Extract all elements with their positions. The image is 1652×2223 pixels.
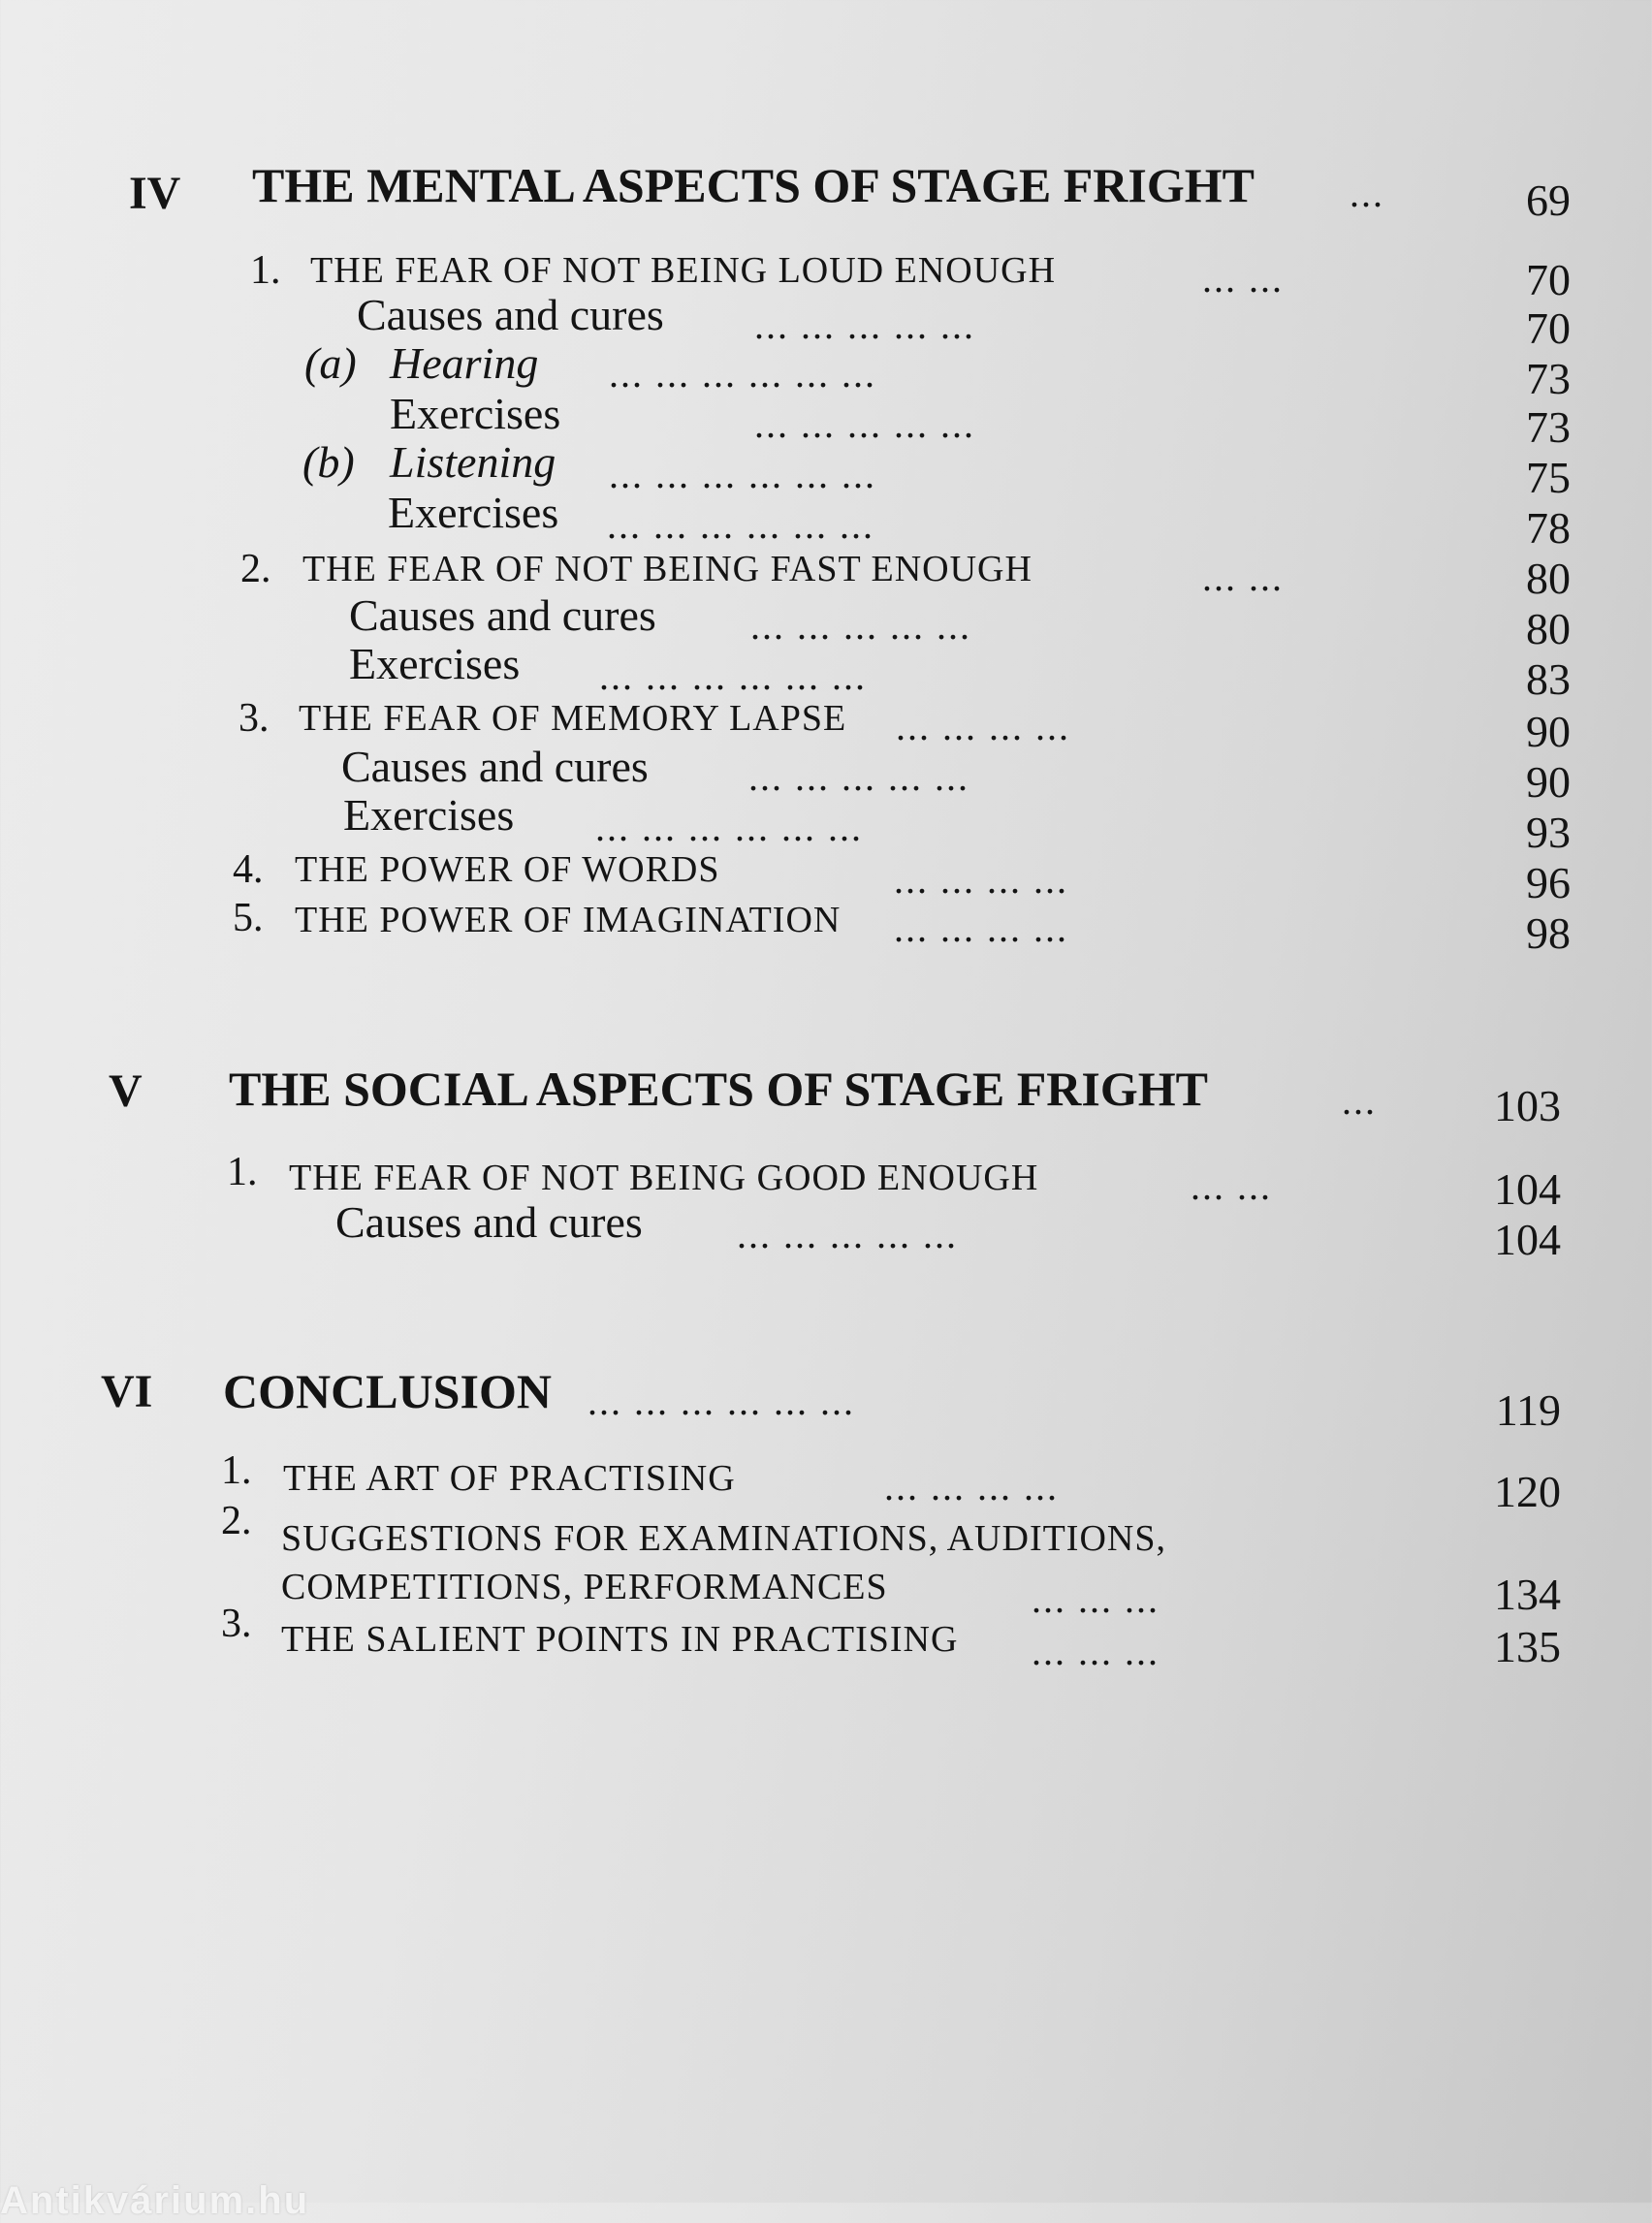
page-number: 98 [1526, 908, 1571, 958]
page-number: 135 [1494, 1622, 1561, 1671]
entry-title: THE ART OF PRACTISING [283, 1458, 736, 1499]
chapter-numeral: IV [129, 168, 181, 219]
entry-title: THE FEAR OF NOT BEING FAST ENOUGH [302, 549, 1032, 589]
leader-dots: ... ... ... ... ... [750, 604, 971, 648]
leader-dots: ... ... ... ... ... ... [595, 806, 863, 849]
leader-dots: ... ... ... ... ... ... [609, 352, 876, 396]
entry-number: 5. [233, 896, 264, 940]
entry-letter: (a) [304, 338, 357, 388]
leader-dots: ... ... ... ... ... ... [609, 453, 876, 496]
page-number: 80 [1526, 604, 1571, 653]
entry-title: Causes and cures [357, 290, 664, 339]
leader-dots: ... [1342, 1079, 1377, 1123]
leader-dots: ... ... ... ... ... [737, 1213, 958, 1256]
page-number: 90 [1526, 757, 1571, 807]
page-number: 70 [1526, 255, 1571, 304]
page-number: 119 [1495, 1385, 1561, 1435]
chapter-title: CONCLUSION [223, 1364, 552, 1418]
watermark: Antikvárium.hu [0, 2179, 310, 2222]
entry-title: THE SALIENT POINTS IN PRACTISING [281, 1619, 959, 1660]
page-number: 73 [1526, 354, 1571, 403]
page-number: 103 [1494, 1081, 1561, 1130]
entry-number: 1. [221, 1448, 252, 1493]
chapter-numeral: VI [101, 1366, 153, 1417]
entry-title: Exercises [390, 389, 561, 438]
leader-dots: ... ... ... ... [896, 705, 1070, 748]
entry-title: THE POWER OF WORDS [295, 849, 720, 890]
entry-title: Exercises [388, 488, 559, 537]
page-number: 73 [1526, 402, 1571, 452]
entry-title: COMPETITIONS, PERFORMANCES [281, 1567, 888, 1607]
entry-label [302, 437, 355, 487]
leader-dots: ... ... ... ... ... [754, 303, 975, 347]
entry-title: Listening [390, 437, 556, 487]
entry-title: THE FEAR OF NOT BEING GOOD ENOUGH [289, 1158, 1039, 1198]
chapter-title: THE MENTAL ASPECTS OF STAGE FRIGHT [252, 158, 1255, 212]
leader-dots: ... ... ... ... ... [748, 755, 969, 799]
entry-label [304, 338, 357, 388]
entry-number: 1. [250, 248, 281, 293]
entry-number: 4. [233, 847, 264, 892]
leader-dots: ... ... [1202, 556, 1284, 599]
leader-dots: ... ... ... ... ... ... [588, 1380, 855, 1423]
leader-dots: ... ... ... ... [894, 906, 1068, 950]
page-number: 69 [1526, 175, 1571, 225]
entry-number: 3. [221, 1602, 252, 1646]
entry-letter: (b) [302, 437, 355, 487]
entry-number: 2. [240, 547, 271, 591]
leader-dots: ... ... ... [1032, 1630, 1160, 1673]
entry-title: Causes and cures [349, 590, 656, 640]
leader-dots: ... [1350, 172, 1384, 215]
page-number: 83 [1526, 654, 1571, 704]
leader-dots: ... ... ... ... ... ... [599, 654, 867, 698]
leader-dots: ... ... ... ... ... ... [607, 503, 874, 547]
page-number: 78 [1526, 503, 1571, 553]
entry-number: 1. [227, 1150, 258, 1194]
page-number: 104 [1494, 1164, 1561, 1214]
leader-dots: ... ... [1191, 1164, 1272, 1208]
entry-title: Hearing [390, 338, 539, 388]
entry-title: SUGGESTIONS FOR EXAMINATIONS, AUDITIONS, [281, 1518, 1166, 1559]
entry-title: Causes and cures [341, 742, 649, 791]
leader-dots: ... ... ... ... ... [754, 402, 975, 446]
leader-dots: ... ... ... ... [884, 1465, 1059, 1508]
entry-title: THE POWER OF IMAGINATION [295, 900, 842, 940]
page-number: 75 [1526, 453, 1571, 502]
leader-dots: ... ... [1202, 257, 1284, 301]
page-number: 104 [1494, 1215, 1561, 1264]
entry-title: Causes and cures [335, 1197, 643, 1247]
leader-dots: ... ... ... ... [894, 858, 1068, 902]
entry-number: 3. [238, 696, 270, 741]
page-number: 134 [1494, 1570, 1561, 1619]
page-number: 90 [1526, 707, 1571, 756]
entry-number: 2. [221, 1499, 252, 1543]
entry-title: THE FEAR OF MEMORY LAPSE [299, 698, 847, 739]
page-number: 70 [1526, 303, 1571, 353]
leader-dots: ... ... ... [1032, 1577, 1160, 1621]
page-number: 120 [1494, 1467, 1561, 1516]
chapter-numeral: V [109, 1065, 143, 1117]
page-number: 80 [1526, 554, 1571, 603]
chapter-title: THE SOCIAL ASPECTS OF STAGE FRIGHT [229, 1062, 1208, 1116]
entry-title: Exercises [343, 790, 515, 840]
page-number: 96 [1526, 858, 1571, 907]
page-number: 93 [1526, 808, 1571, 857]
entry-title: THE FEAR OF NOT BEING LOUD ENOUGH [310, 250, 1057, 291]
entry-title: Exercises [349, 639, 521, 688]
